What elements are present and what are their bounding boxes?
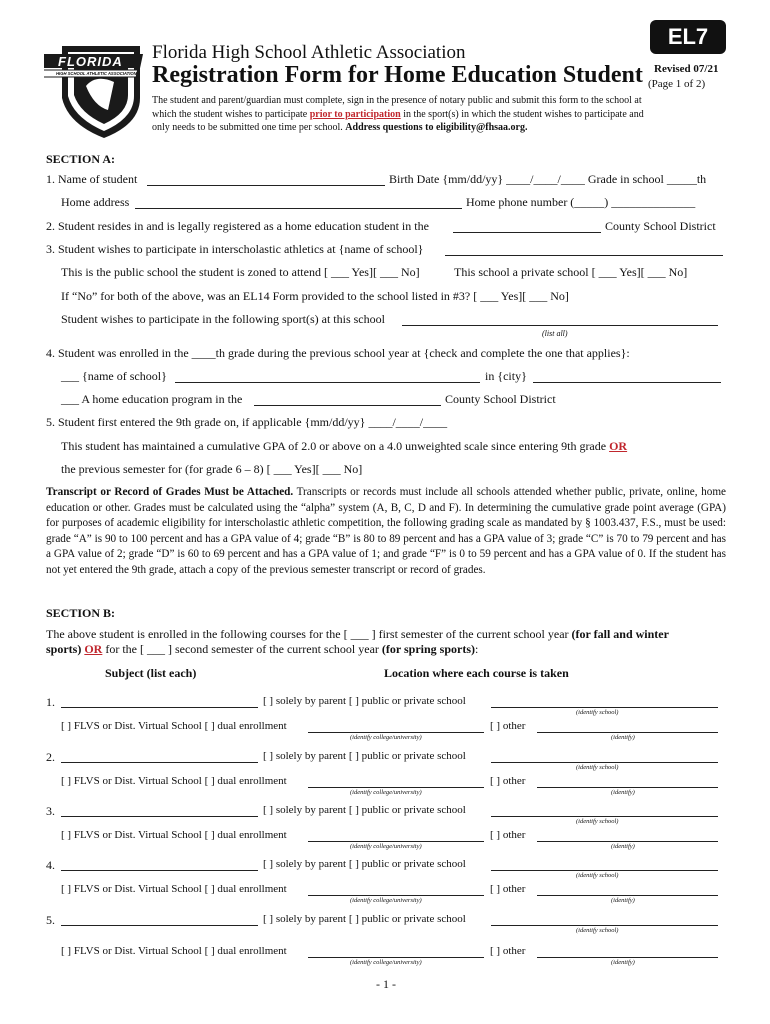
sports-field[interactable] — [402, 325, 718, 326]
q1-home-label: Home address — [61, 195, 130, 209]
home-address-field[interactable] — [135, 208, 462, 209]
location-options[interactable]: [ ] solely by parent [ ] public or private school — [263, 804, 466, 816]
course-row-number: 4. — [46, 858, 55, 872]
transcript-paragraph: Transcript or Record of Grades Must be Attached. Transcripts or records must include all schools attended whether public, private, online, home education or other. Grades must be calculated using the “alpha” system (A, B, C, D and F). In determining the cumulative grade point average (GPA) for purposes of academic eligibility for interscholastic athletic competition, the following grading scale as mandated by § 1003.437, F.S., must be used: grade “A” is 90 to 100 percent and has a GPA value of 4; grade “B” is 80 to 89 percent and has a GPA value of 3; grade “C” is 70 to 79 percent and has a GPA value of 2; grade “D” is 60 to 69 percent and has a GPA value of 1; and grade “F” is 0 to 59 percent and has a GPA value of 0. If the student has not yet entered the 9th grade, attach a copy of the previous semester transcript or record of grades. — [46, 486, 726, 576]
section-a-heading: SECTION A: — [46, 152, 116, 166]
identify-school-hint: (identify school) — [576, 764, 619, 771]
location-options[interactable]: [ ] solely by parent [ ] public or private school — [263, 858, 466, 870]
q2-text: 2. Student resides in and is legally registered as a home education student in the — [46, 219, 429, 233]
virtual-options[interactable]: [ ] FLVS or Dist. Virtual School [ ] dual enrollment — [61, 775, 287, 787]
identify-college-hint: (identify college/university) — [350, 959, 422, 966]
location-options[interactable]: [ ] solely by parent [ ] public or private school — [263, 750, 466, 762]
q1-phone: Home phone number (_____) ______________ — [466, 195, 696, 209]
identify-college-hint: (identify college/university) — [350, 897, 422, 904]
identify-hint: (identify) — [611, 734, 635, 741]
contact-email: Address questions to eligibility@fhsaa.org. — [345, 122, 528, 133]
q4-text: 4. Student was enrolled in the ____th grade during the previous school year at {check and complete the one that applies}: — [46, 346, 630, 360]
virtual-options[interactable]: [ ] FLVS or Dist. Virtual School [ ] dual enrollment — [61, 720, 287, 732]
transcript-heading: Transcript or Record of Grades Must be Attached. — [46, 486, 294, 498]
college-identify-field[interactable] — [308, 841, 484, 842]
prev-school-field[interactable] — [175, 382, 480, 383]
intro-line-1: The student and parent/guardian must complete, sign in the presence of notary public and submit this form to the school at — [152, 95, 642, 106]
identify-college-hint: (identify college/university) — [350, 789, 422, 796]
school-identify-field[interactable] — [491, 816, 718, 817]
other-option[interactable]: [ ] other — [490, 945, 526, 957]
page-of: (Page 1 of 2) — [648, 78, 706, 90]
virtual-options[interactable]: [ ] FLVS or Dist. Virtual School [ ] dual enrollment — [61, 829, 287, 841]
virtual-options[interactable]: [ ] FLVS or Dist. Virtual School [ ] dual enrollment — [61, 945, 287, 957]
other-option[interactable]: [ ] other — [490, 883, 526, 895]
q3-private: This school a private school [ ___ Yes][ ___ No] — [454, 265, 688, 279]
college-identify-field[interactable] — [308, 895, 484, 896]
college-identify-field[interactable] — [308, 957, 484, 958]
identify-hint: (identify) — [611, 789, 635, 796]
identify-hint: (identify) — [611, 843, 635, 850]
form-title: Registration Form for Home Education Student — [152, 62, 643, 88]
course-row-number: 2. — [46, 750, 55, 764]
school-identify-field[interactable] — [491, 870, 718, 871]
q4-home-label: ___ A home education program in the — [61, 392, 243, 406]
q3-text: 3. Student wishes to participate in interscholastic athletics at {name of school} — [46, 242, 424, 256]
page-number: - 1 - — [376, 977, 396, 991]
college-identify-field[interactable] — [308, 787, 484, 788]
college-identify-field[interactable] — [308, 732, 484, 733]
form-code-badge: EL7 — [650, 20, 726, 54]
school-name-field[interactable] — [445, 255, 723, 256]
q4-home-end: County School District — [445, 392, 556, 406]
q5-text: 5. Student first entered the 9th grade on, if applicable {mm/dd/yy} ____/____/____ — [46, 415, 448, 429]
other-identify-field[interactable] — [537, 895, 718, 896]
intro-line-2: which the student wishes to participate prior to participation in the sport(s) in which the student wishes to participate and — [152, 109, 644, 120]
logo-band-text: HIGH SCHOOL ATHLETIC ASSOCIATION — [56, 71, 137, 76]
other-identify-field[interactable] — [537, 732, 718, 733]
identify-school-hint: (identify school) — [576, 709, 619, 716]
student-name-field[interactable] — [147, 185, 385, 186]
prior-participation-emphasis: prior to participation — [309, 109, 401, 120]
subject-field[interactable] — [61, 707, 258, 708]
q1-birth-grade: Birth Date {mm/dd/yy} ____/____/____ Grade in school _____th — [389, 172, 707, 186]
subject-field[interactable] — [61, 870, 258, 871]
course-row-number: 1. — [46, 695, 55, 709]
identify-school-hint: (identify school) — [576, 927, 619, 934]
identify-school-hint: (identify school) — [576, 818, 619, 825]
other-option[interactable]: [ ] other — [490, 775, 526, 787]
school-identify-field[interactable] — [491, 925, 718, 926]
section-b-line-1: The above student is enrolled in the following courses for the [ ___ ] first semester of the current school year (for fall and winter — [46, 627, 669, 641]
subject-field[interactable] — [61, 816, 258, 817]
col-location: Location where each course is taken — [384, 666, 569, 680]
school-identify-field[interactable] — [491, 707, 718, 708]
section-b-heading: SECTION B: — [46, 606, 116, 620]
course-row-number: 5. — [46, 913, 55, 927]
gpa-line-1: This student has maintained a cumulative GPA of 2.0 or above on a 4.0 unweighted scale since entering 9th grade OR — [61, 439, 628, 453]
revised-date: Revised 07/21 — [654, 63, 719, 75]
other-identify-field[interactable] — [537, 841, 718, 842]
other-identify-field[interactable] — [537, 957, 718, 958]
location-options[interactable]: [ ] solely by parent [ ] public or private school — [263, 913, 466, 925]
city-field[interactable] — [533, 382, 721, 383]
location-options[interactable]: [ ] solely by parent [ ] public or private school — [263, 695, 466, 707]
logo-text: FLORIDA — [58, 54, 123, 69]
identify-school-hint: (identify school) — [576, 872, 619, 879]
org-name: Florida High School Athletic Association — [152, 42, 466, 63]
q4-city-label: in {city} — [485, 369, 527, 383]
q3-public: This is the public school the student is zoned to attend [ ___ Yes][ ___ No] — [61, 265, 420, 279]
q3-sports-label: Student wishes to participate in the following sport(s) at this school — [61, 312, 385, 326]
gpa-line-2: the previous semester for (for grade 6 – 8) [ ___ Yes][ ___ No] — [61, 462, 363, 476]
subject-field[interactable] — [61, 925, 258, 926]
identify-college-hint: (identify college/university) — [350, 843, 422, 850]
subject-field[interactable] — [61, 762, 258, 763]
list-all-hint: (list all) — [542, 329, 568, 338]
fhsaa-logo — [44, 40, 148, 140]
q1-name-label: 1. Name of student — [46, 172, 138, 186]
q4-school-label: ___ {name of school} — [61, 369, 167, 383]
or-emphasis: OR — [609, 439, 628, 453]
virtual-options[interactable]: [ ] FLVS or Dist. Virtual School [ ] dual enrollment — [61, 883, 287, 895]
county-field[interactable] — [453, 232, 601, 233]
other-option[interactable]: [ ] other — [490, 829, 526, 841]
other-identify-field[interactable] — [537, 787, 718, 788]
school-identify-field[interactable] — [491, 762, 718, 763]
identify-hint: (identify) — [611, 897, 635, 904]
home-county-field[interactable] — [254, 405, 441, 406]
identify-hint: (identify) — [611, 959, 635, 966]
intro-line-3: only needs to be submitted one time per school. Address questions to eligibility@fhsaa.org. — [152, 122, 528, 133]
identify-college-hint: (identify college/university) — [350, 734, 422, 741]
q3-el14: If “No” for both of the above, was an EL14 Form provided to the school listed in #3? [ ___ Yes][ ___ No] — [61, 289, 569, 303]
other-option[interactable]: [ ] other — [490, 720, 526, 732]
col-subject: Subject (list each) — [105, 666, 197, 680]
section-b-line-2: sports) OR for the [ ___ ] second semester of the current school year (for spring sports): — [46, 642, 479, 656]
course-row-number: 3. — [46, 804, 55, 818]
q2-end: County School District — [605, 219, 716, 233]
